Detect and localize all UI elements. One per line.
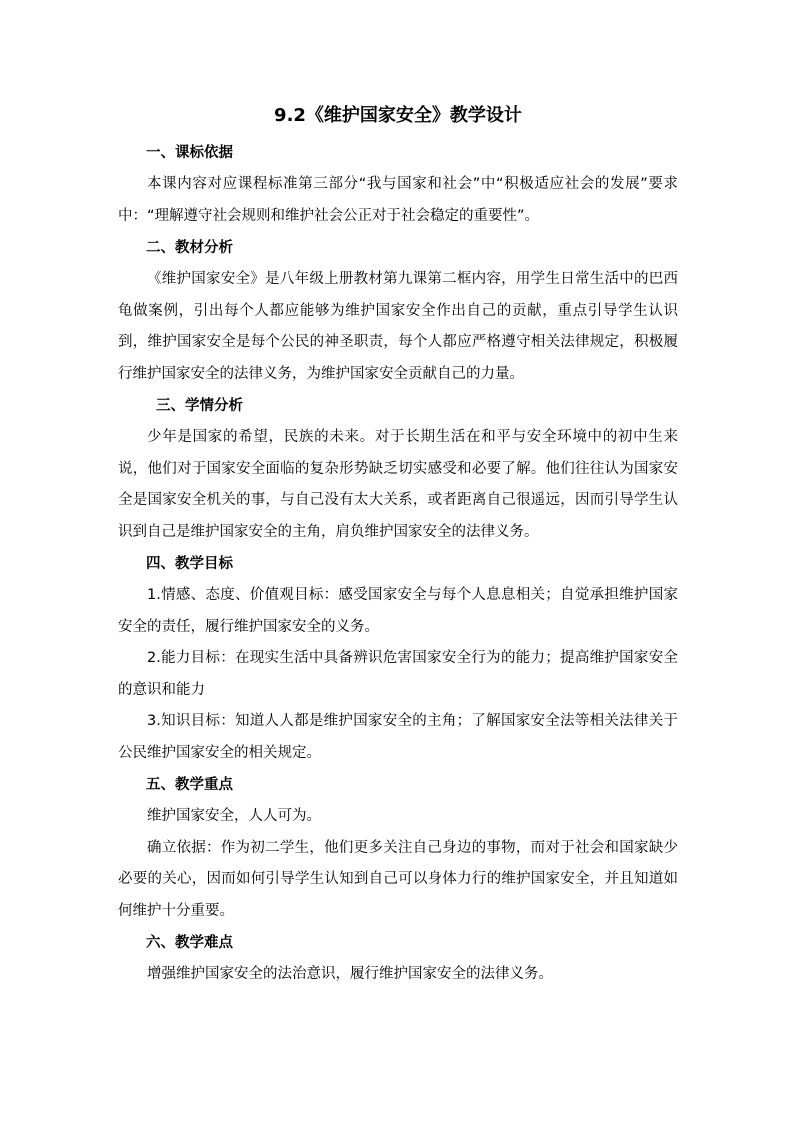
paragraph-standards: 本课内容对应课程标准第三部分“我与国家和社会”中“积极适应社会的发展”要求中：“理解遵守社会规则和维护社会公正对于社会稳定的重要性”。 <box>118 176 678 224</box>
section-heading-difficulties: 六、教学难点 <box>146 935 233 951</box>
paragraph-goal-knowledge: 3.知识目标：知道人人都是维护国家安全的主角；了解国家安全法等相关法律关于公民维护国家安全的相关规定。 <box>118 713 678 761</box>
section-heading-student-analysis: 三、学情分析 <box>156 398 243 414</box>
document-body <box>118 101 678 991</box>
paragraph-student-analysis: 少年是国家的希望，民族的未来。对于长期生活在和平与安全环境中的初中生来说，他们对于国家安全面临的复杂形势缺乏切实感受和必要了解。他们往往认为国家安全是国家安全机关的事，与自己没有太大关系，或者距离自己很遥远，因而引导学生认识到自己是维护国家安全的主角，肩负维护国家安全的法律义务。 <box>118 429 678 540</box>
paragraph-goal-emotion: 1.情感、态度、价值观目标：感受国家安全与每个人息息相关；自觉承担维护国家安全的责任，履行维护国家安全的义务。 <box>118 587 678 635</box>
paragraph-goal-ability: 2.能力目标：在现实生活中具备辨识危害国家安全行为的能力；提高维护国家安全的意识和能力 <box>118 650 678 698</box>
document-title: 9.2《维护国家安全》教学设计 <box>274 105 522 126</box>
paragraph-textbook-analysis: 《维护国家安全》是八年级上册教材第九课第二框内容，用学生日常生活中的巴西龟做案例，引出每个人都应能够为维护国家安全作出自己的贡献，重点引导学生认识到，维护国家安全是每个公民的神圣职责，每个人都应严格遵守相关法律规定，积极履行维护国家安全的法律义务，为维护国家安全贡献自己的力量。 <box>118 271 678 382</box>
paragraph-key-point: 维护国家安全，人人可为。 <box>147 808 321 824</box>
section-heading-standards: 一、课标依据 <box>146 145 233 161</box>
paragraph-difficulty: 增强维护国家安全的法治意识，履行维护国家安全的法律义务。 <box>147 966 553 982</box>
section-heading-textbook-analysis: 二、教材分析 <box>146 240 233 256</box>
section-heading-key-points: 五、教学重点 <box>146 777 233 793</box>
section-heading-teaching-goals: 四、教学目标 <box>146 556 233 572</box>
paragraph-key-point-basis: 确立依据：作为初二学生，他们更多关注自己身边的事物，而对于社会和国家缺少必要的关心，因而如何引导学生认知到自己可以身体力行的维护国家安全，并且知道如何维护十分重要。 <box>118 839 678 919</box>
